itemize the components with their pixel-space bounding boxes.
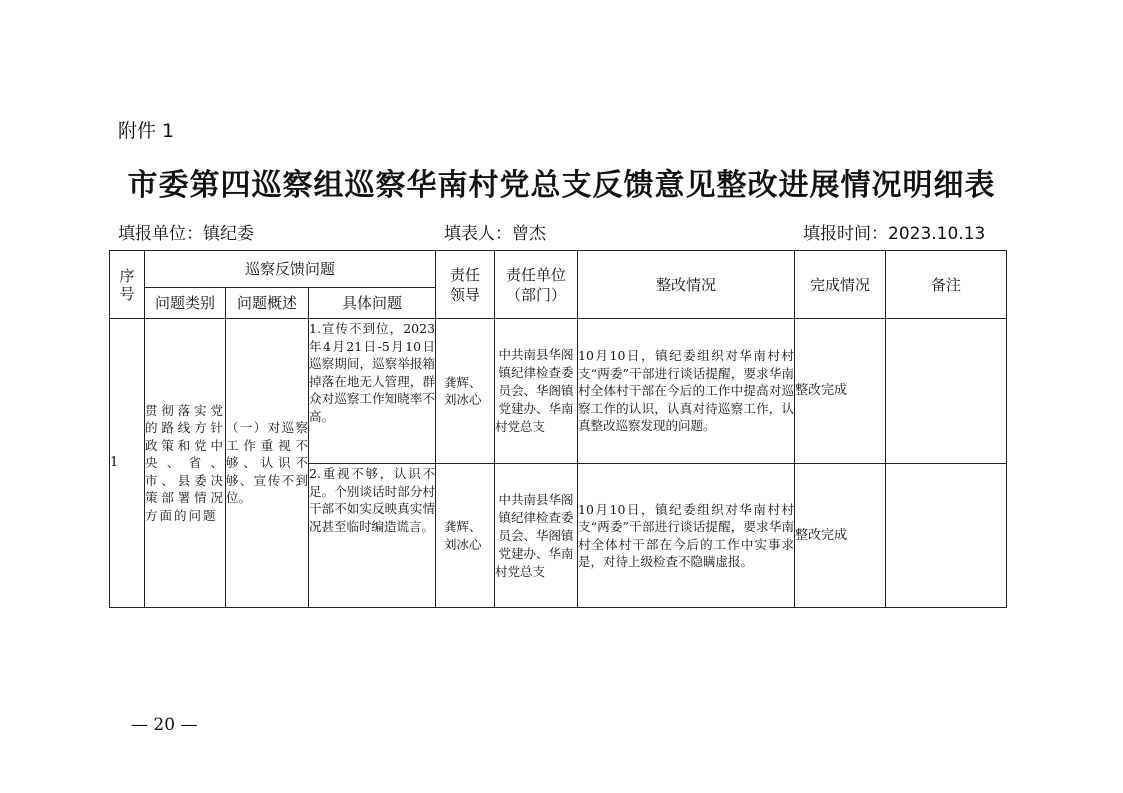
document-title: 市委第四巡察组巡察华南村党总支反馈意见整改进展情况明细表	[127, 168, 996, 203]
header-feedback-group: 巡察反馈问题	[145, 251, 436, 288]
specific-issue: 1.宣传不到位，2023年4月21日-5月10日巡察期间，巡察举报箱掉落在地无人管理，群众对巡察工作知晓率不高。	[309, 319, 436, 464]
header-remarks: 备注	[886, 251, 1007, 319]
header-leader: 责任 领导	[436, 251, 495, 319]
rectification-detail: 10月10日，镇纪委组织对华南村村支“两委”干部进行谈话提醒，要求华南村全体村干部在今后的工作中提高对巡察工作的认识，认真对待巡察工作，认真整改巡察发现的问题。	[578, 319, 795, 464]
form-filler	[444, 219, 546, 244]
issue-summary: （一）对巡察工作重视不够、认识不够、宣传不到位。	[226, 319, 309, 608]
remarks	[886, 464, 1007, 608]
reporting-unit-value: 镇纪委	[203, 224, 254, 244]
header-seq: 序号	[110, 251, 145, 319]
header-unit: 责任单位 （部门）	[495, 251, 578, 319]
header-rectification: 整改情况	[578, 251, 795, 319]
reporting-unit	[118, 219, 254, 244]
header-category: 问题类别	[145, 288, 226, 319]
row-seq: 1	[110, 319, 145, 608]
specific-issue: 2.重视不够，认识不足。个别谈话时部分村干部不如实反映真实情况甚至临时编造谎言。	[309, 464, 436, 608]
header-summary: 问题概述	[226, 288, 309, 319]
reporting-unit-label: 填报单位：	[118, 224, 203, 244]
reporting-time	[803, 219, 985, 244]
header-specific: 具体问题	[309, 288, 436, 319]
header-status: 完成情况	[795, 251, 886, 319]
completion-status: 整改完成	[795, 464, 886, 608]
responsible-unit: 中共南县华阁镇纪律检查委员会、华阁镇党建办、华南村党总支	[495, 319, 578, 464]
header-row-1	[110, 251, 1007, 288]
form-filler-value: 曾杰	[512, 224, 546, 244]
form-filler-label: 填表人：	[444, 224, 512, 244]
responsible-unit: 中共南县华阁镇纪律检查委员会、华阁镇党建办、华南村党总支	[495, 464, 578, 608]
rectification-table	[109, 250, 1007, 608]
responsible-leader: 龚辉、刘冰心	[436, 464, 495, 608]
issue-category: 贯彻落实党的路线方针政策和党中央、省、市、县委决策部署情况方面的问题	[145, 319, 226, 608]
rectification-detail: 10月10日，镇纪委组织对华南村村支“两委”干部进行谈话提醒，要求华南村全体村干部在今后的工作中实事求是，对待上级检查不隐瞒虚报。	[578, 464, 795, 608]
completion-status: 整改完成	[795, 319, 886, 464]
attachment-label: 附件 1	[118, 120, 175, 142]
table-row	[110, 319, 1007, 464]
page-number: — 20 —	[131, 715, 198, 735]
reporting-time-value: 2023.10.13	[888, 224, 986, 244]
remarks	[886, 319, 1007, 464]
reporting-time-label: 填报时间：	[803, 224, 888, 244]
responsible-leader: 龚辉、刘冰心	[436, 319, 495, 464]
